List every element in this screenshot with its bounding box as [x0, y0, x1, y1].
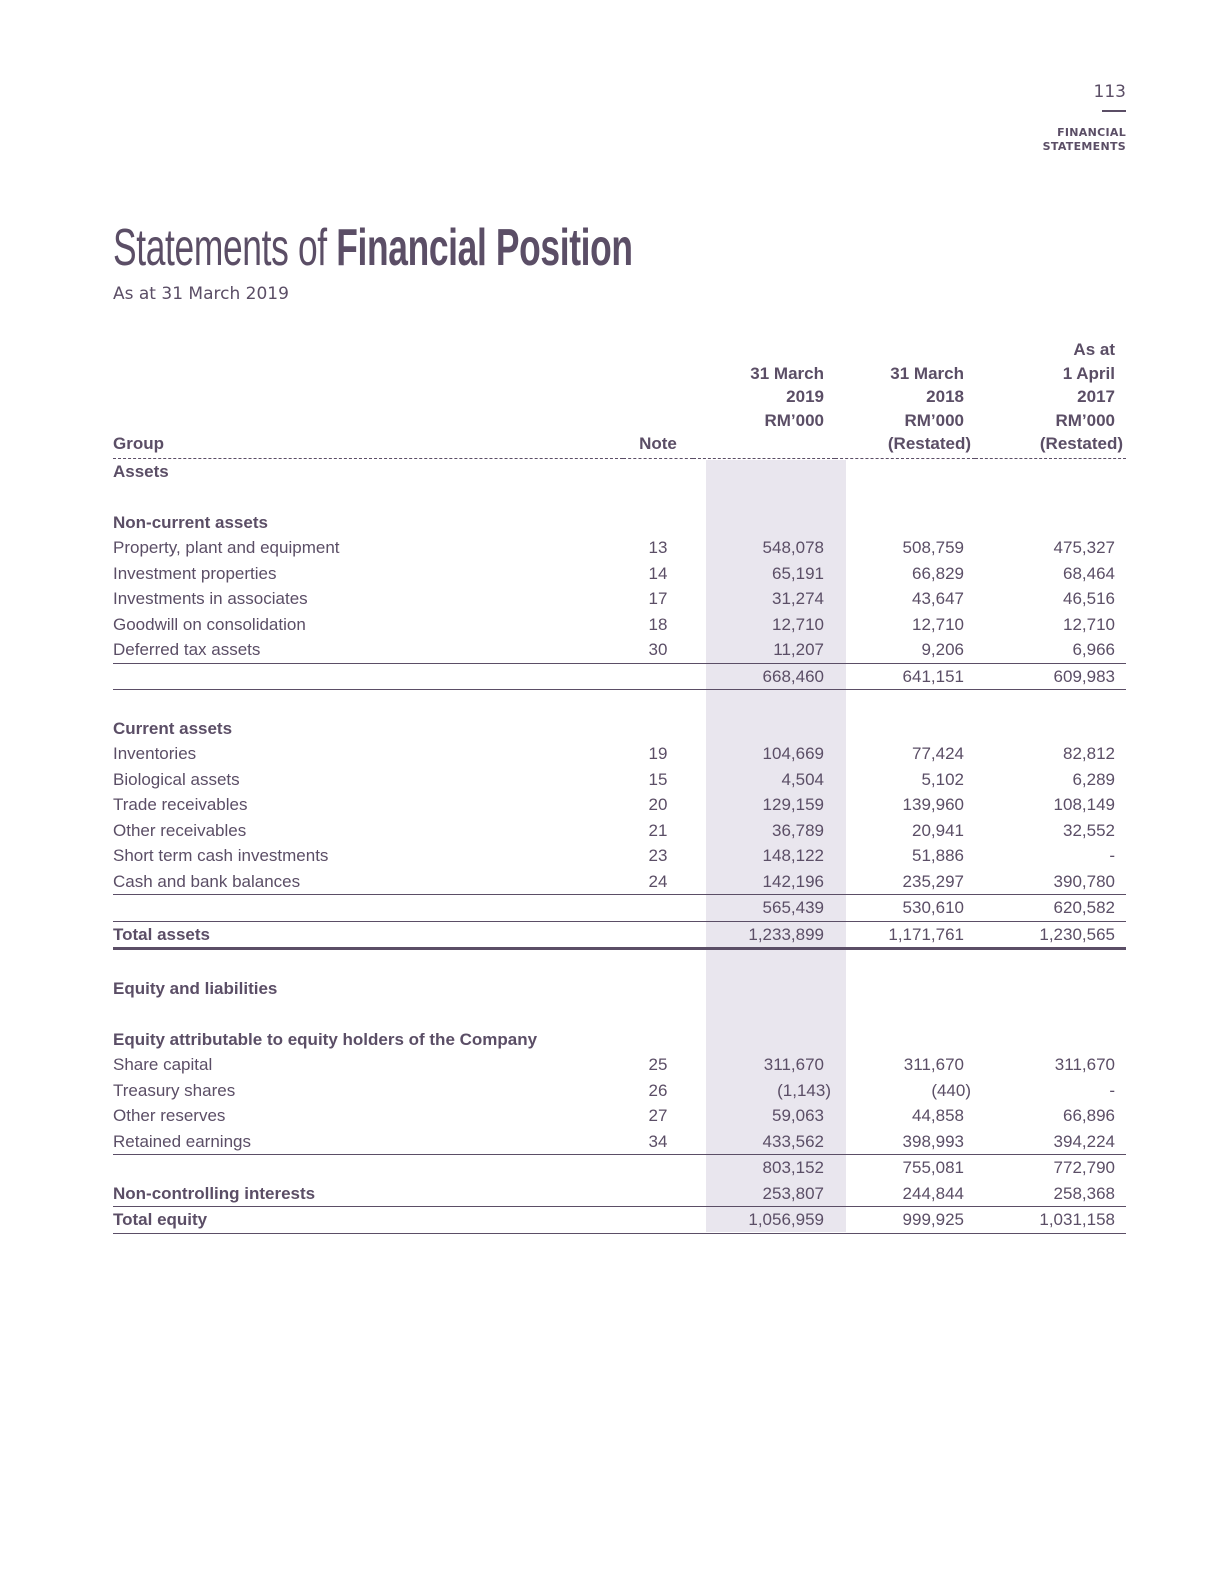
subtotal-2017: 609,983 [975, 663, 1126, 690]
header-2017 [975, 338, 1126, 458]
row-note: 26 [648, 1080, 668, 1100]
section-heading-row [113, 976, 1126, 1002]
page-number: 113 [1093, 82, 1126, 102]
table-row [113, 792, 1126, 818]
row-value-2018: 9,206 [835, 637, 975, 663]
row-note: 27 [648, 1106, 668, 1126]
table-row [113, 1129, 1126, 1155]
subtotal-2019: 565,439 [693, 895, 835, 922]
row-value-2018: 139,960 [902, 795, 964, 815]
table-row [113, 1103, 1126, 1129]
table-row [113, 767, 1126, 793]
total-equity-2017: 1,031,158 [975, 1207, 1126, 1234]
equity-attributable-heading: Equity attributable to equity holders of the Company [113, 1029, 538, 1049]
row-value-2017: 6,966 [975, 637, 1126, 663]
nci-2018: 244,844 [835, 1181, 975, 1207]
row-value-2019: 104,669 [762, 744, 824, 764]
total-assets-row [113, 921, 1126, 949]
row-note: 15 [648, 769, 668, 789]
row-value-2018: 12,710 [912, 614, 964, 634]
row-value-2019: 142,196 [693, 869, 835, 895]
row-value-2019: 11,207 [693, 637, 835, 663]
header-line: 31 March [890, 363, 964, 383]
subtotal-2018: 641,151 [835, 663, 975, 690]
subtotal-2019: 668,460 [693, 663, 835, 690]
page-title-light: Statements of [113, 219, 327, 277]
row-value-2017: 32,552 [1063, 820, 1115, 840]
row-value-2018: 51,886 [912, 846, 964, 866]
row-value-2019: 311,670 [763, 1055, 824, 1075]
header-line: 1 April [1062, 363, 1115, 383]
row-value-2019: (1,143) [777, 1080, 831, 1100]
row-label: Investment properties [113, 563, 277, 583]
nci-2017: 258,368 [975, 1181, 1126, 1207]
row-label: Other receivables [113, 820, 247, 840]
header-line [693, 432, 824, 456]
header-line: (Restated) [1039, 434, 1123, 453]
header-line: As at [1073, 340, 1115, 359]
equity-liabilities-heading: Equity and liabilities [113, 978, 278, 998]
row-value-2019: 433,562 [693, 1129, 835, 1155]
row-value-2019: 148,122 [762, 846, 824, 866]
row-note: 34 [623, 1129, 693, 1155]
row-value-2018: 44,858 [912, 1106, 964, 1126]
assets-heading: Assets [113, 461, 169, 481]
subtotal-2019: 803,152 [762, 1158, 824, 1178]
row-value-2017: 82,812 [1063, 744, 1115, 764]
row-value-2017: 12,710 [1063, 614, 1115, 634]
row-value-2017: 66,896 [1063, 1106, 1115, 1126]
row-value-2019: 31,274 [772, 589, 824, 609]
row-value-2017: 6,289 [1072, 769, 1115, 789]
page-title-bold: Financial Position [336, 219, 633, 277]
total-assets-label: Total assets [113, 921, 623, 949]
row-value-2018: 398,993 [835, 1129, 975, 1155]
header-2018 [835, 338, 975, 458]
total-equity-row [113, 1207, 1126, 1234]
table-row [113, 586, 1126, 612]
row-value-2018: 43,647 [912, 589, 964, 609]
subtotal-row [113, 895, 1126, 922]
section-heading-row [113, 458, 1126, 484]
row-label: Property, plant and equipment [113, 538, 340, 558]
table-row [113, 612, 1126, 638]
header-group: Group [113, 338, 623, 458]
row-note: 20 [648, 795, 668, 815]
nci-label: Non-controlling interests [113, 1181, 623, 1207]
row-label: Trade receivables [113, 795, 248, 815]
row-value-2017: 46,516 [1063, 589, 1115, 609]
row-value-2019: 12,710 [772, 614, 824, 634]
row-note: 25 [648, 1055, 668, 1075]
row-label: Retained earnings [113, 1129, 623, 1155]
section-label [1043, 126, 1126, 154]
table-row [113, 637, 1126, 663]
row-label: Inventories [113, 744, 197, 764]
subtotal-row [113, 1155, 1126, 1181]
nci-row [113, 1181, 1126, 1207]
subtotal-2018: 755,081 [902, 1158, 964, 1178]
section-label-line: STATEMENTS [1042, 140, 1126, 153]
row-value-2017: 108,149 [1053, 795, 1115, 815]
table-header-row [113, 338, 1126, 458]
row-label: Treasury shares [113, 1080, 236, 1100]
row-value-2019: 65,191 [772, 563, 824, 583]
row-value-2017: 311,670 [1054, 1055, 1115, 1075]
table-row [113, 869, 1126, 895]
row-value-2019: 548,078 [762, 538, 824, 558]
row-note: 18 [648, 614, 668, 634]
header-line: (Restated) [887, 434, 971, 453]
row-value-2017: 394,224 [975, 1129, 1126, 1155]
row-label: Goodwill on consolidation [113, 614, 306, 634]
row-value-2017: 68,464 [1063, 563, 1115, 583]
row-value-2019: 4,504 [781, 769, 824, 789]
row-value-2018: 77,424 [912, 744, 964, 764]
non-current-assets-heading: Non-current assets [113, 512, 268, 532]
row-note: 17 [648, 589, 668, 609]
table-row [113, 1078, 1126, 1104]
total-assets-2018: 1,171,761 [835, 921, 975, 949]
page-subtitle: As at 31 March 2019 [113, 284, 289, 304]
row-note: 19 [648, 744, 668, 764]
row-label: Cash and bank balances [113, 869, 623, 895]
row-value-2018: 508,759 [902, 538, 964, 558]
row-label: Deferred tax assets [113, 637, 623, 663]
header-line: RM’000 [1055, 410, 1115, 430]
row-note: 21 [648, 820, 668, 840]
row-value-2019: 59,063 [772, 1106, 824, 1126]
total-equity-label: Total equity [113, 1207, 623, 1234]
header-line: 2017 [1077, 387, 1115, 406]
row-value-2017: - [1109, 1080, 1115, 1100]
header-line: 2019 [786, 387, 824, 406]
page-title [113, 218, 633, 278]
row-value-2018: (440) [931, 1080, 971, 1100]
row-label: Short term cash investments [113, 846, 329, 866]
row-value-2017: 475,327 [1053, 538, 1115, 558]
nci-2019: 253,807 [693, 1181, 835, 1207]
current-assets-heading: Current assets [113, 718, 233, 738]
total-assets-2019: 1,233,899 [693, 921, 835, 949]
row-value-2018: 311,670 [903, 1055, 964, 1075]
row-value-2017: - [1109, 846, 1115, 866]
header-line: RM’000 [904, 410, 964, 430]
table-row [113, 561, 1126, 587]
table-row [113, 818, 1126, 844]
row-note: 23 [648, 846, 668, 866]
row-value-2018: 20,941 [912, 820, 964, 840]
financial-position-table [113, 338, 1126, 1234]
row-value-2018: 66,829 [912, 563, 964, 583]
row-value-2019: 36,789 [772, 820, 824, 840]
subtotal-2017: 620,582 [975, 895, 1126, 922]
row-label: Biological assets [113, 769, 240, 789]
header-line: 2018 [926, 387, 964, 406]
row-value-2018: 235,297 [835, 869, 975, 895]
subtotal-2018: 530,610 [835, 895, 975, 922]
row-note: 13 [648, 538, 668, 558]
row-value-2019: 129,159 [762, 795, 824, 815]
row-label: Other reserves [113, 1106, 226, 1126]
table-row [113, 1052, 1126, 1078]
row-note: 30 [623, 637, 693, 663]
header-line: 31 March [750, 363, 824, 383]
total-assets-2017: 1,230,565 [975, 921, 1126, 949]
section-label-line: FINANCIAL [1057, 126, 1126, 139]
row-label: Investments in associates [113, 589, 308, 609]
row-value-2017: 390,780 [975, 869, 1126, 895]
row-value-2018: 5,102 [921, 769, 964, 789]
subtotal-row [113, 663, 1126, 690]
section-heading-row [113, 716, 1126, 742]
total-equity-2018: 999,925 [835, 1207, 975, 1234]
row-label: Share capital [113, 1055, 213, 1075]
row-note: 14 [648, 563, 668, 583]
page-number-rule [1102, 110, 1126, 112]
row-note: 24 [623, 869, 693, 895]
table-row [113, 843, 1126, 869]
table-row [113, 741, 1126, 767]
section-heading-row [113, 1027, 1126, 1053]
subtotal-2017: 772,790 [1053, 1158, 1115, 1178]
header-note: Note [623, 338, 693, 458]
section-heading-row [113, 510, 1126, 536]
header-line: RM’000 [764, 410, 824, 430]
table-row [113, 535, 1126, 561]
header-2019 [693, 338, 835, 458]
total-equity-2019: 1,056,959 [693, 1207, 835, 1234]
